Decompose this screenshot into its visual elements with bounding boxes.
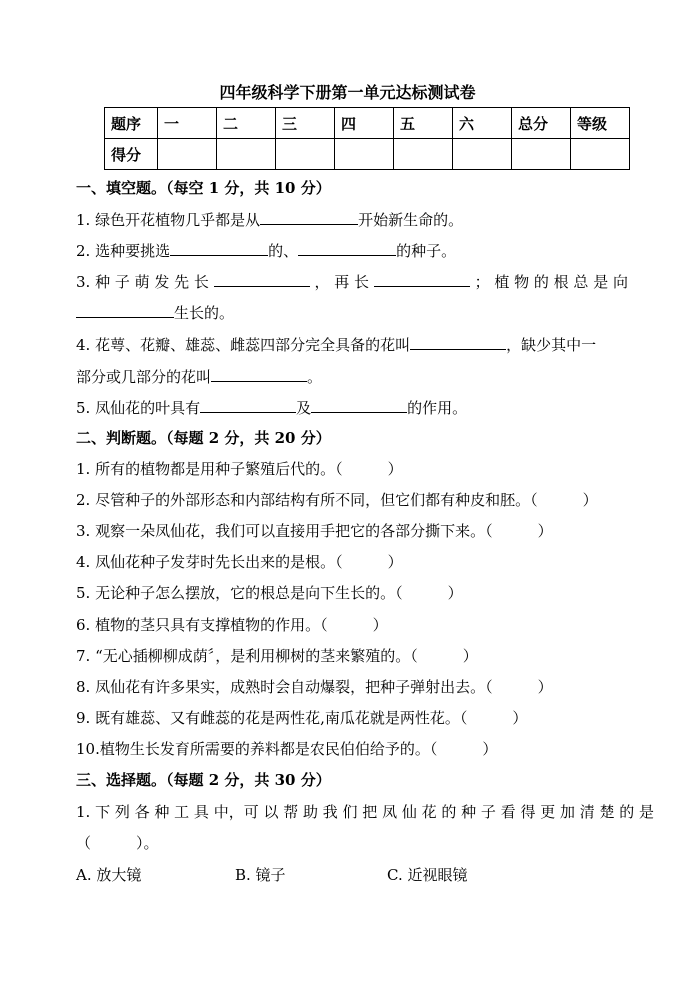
answer-blank[interactable]: [211, 366, 307, 382]
choice-question-1-paren: （ ）。: [76, 834, 159, 852]
question-fill-3: [76, 271, 628, 292]
section2-heading: 二、判断题。（每题 2 分，共 20 分）: [76, 429, 331, 447]
score-table-score-row: [105, 139, 630, 170]
choice-question-1: 1. 下 列 各 种 工 具 中，可 以 帮 助 我 们 把 凤 仙 花 的 种 子 看 得 更 加 清 楚 的 是: [76, 803, 655, 821]
score-input-cell[interactable]: [217, 139, 276, 170]
judge-item-8: 8. 凤仙花有许多果实，成熟时会自动爆裂，把种子弹射出去。（ ）: [76, 678, 553, 696]
question-fill-3-cont: [76, 302, 624, 323]
question-text: 的种子。: [396, 242, 457, 260]
question-text: 的作用。: [407, 399, 468, 417]
score-table-header-row: [105, 108, 630, 139]
judge-item-3: 3. 观察一朵凤仙花，我们可以直接用手把它的各部分撕下来。（ ）: [76, 522, 553, 540]
answer-blank[interactable]: [311, 397, 407, 413]
question-fill-5: [76, 397, 624, 418]
judge-item-1: 1. 所有的植物都是用种子繁殖后代的。（ ）: [76, 460, 403, 478]
score-input-cell[interactable]: [512, 139, 571, 170]
score-header-cell: 总分: [512, 108, 571, 139]
score-header-cell: 六: [453, 108, 512, 139]
score-header-cell: 三: [276, 108, 335, 139]
judge-item-2: 2. 尽管种子的外部形态和内部结构有所不同，但它们都有种皮和胚。（ ）: [76, 491, 598, 509]
question-text: 开始新生命的。: [358, 211, 464, 229]
judge-item-6: 6. 植物的茎只具有支撑植物的作用。（ ）: [76, 616, 388, 634]
page-title: 四年级科学下册第一单元达标测试卷: [219, 83, 476, 102]
question-text: 5. 凤仙花的叶具有: [76, 399, 201, 417]
judge-item-4: 4. 凤仙花种子发芽时先长出来的是根。（ ）: [76, 553, 403, 571]
option-c[interactable]: C. 近视眼镜: [387, 866, 468, 884]
answer-blank[interactable]: [214, 271, 310, 287]
score-header-cell: 等级: [571, 108, 630, 139]
question-text: 生长的。: [174, 304, 235, 322]
judge-item-5: 5. 无论种子怎么摆放，它的根总是向下生长的。（ ）: [76, 584, 463, 602]
answer-blank[interactable]: [170, 240, 268, 256]
score-input-cell[interactable]: [158, 139, 217, 170]
answer-blank[interactable]: [200, 397, 296, 413]
question-text: 1. 绿色开花植物几乎都是从: [76, 211, 261, 229]
answer-blank[interactable]: [410, 334, 506, 350]
answer-blank[interactable]: [76, 302, 174, 318]
judge-item-10: 10.植物生长发育所需要的养料都是农民伯伯给予的。（ ）: [76, 740, 498, 758]
score-header-cell: 二: [217, 108, 276, 139]
score-header-cell: 题序: [105, 108, 158, 139]
answer-blank[interactable]: [298, 240, 396, 256]
score-input-cell[interactable]: [571, 139, 630, 170]
question-fill-4: [76, 334, 624, 355]
score-header-cell: 五: [394, 108, 453, 139]
score-input-cell[interactable]: [276, 139, 335, 170]
option-a[interactable]: A. 放大镜: [76, 866, 142, 884]
question-text: 及: [296, 399, 312, 417]
question-fill-4-cont: [76, 366, 624, 387]
score-input-cell[interactable]: [453, 139, 512, 170]
answer-blank[interactable]: [260, 209, 358, 225]
question-text: 4. 花萼、花瓣、雄蕊、雌蕊四部分完全具备的花叫: [76, 336, 411, 354]
question-fill-2: [76, 240, 624, 261]
score-input-cell[interactable]: [335, 139, 394, 170]
score-table: [104, 107, 630, 170]
question-text: 3. 种 子 萌 发 先 长: [76, 273, 209, 291]
judge-item-7: 7. “无心插柳柳成荫〞，是利用柳树的茎来繁殖的。（ ）: [76, 647, 478, 665]
section3-heading: 三、选择题。（每题 2 分，共 30 分）: [76, 771, 331, 789]
judge-item-9: 9. 既有雄蕊、又有雌蕊的花是两性花,南瓜花就是两性花。（ ）: [76, 709, 528, 727]
question-text: ， 再 长: [314, 273, 370, 291]
score-header-cell: 四: [335, 108, 394, 139]
score-input-cell[interactable]: [394, 139, 453, 170]
question-text: ，缺少其中一: [506, 336, 597, 354]
question-text: 的、: [268, 242, 299, 260]
section1-heading: 一、填空题。（每空 1 分，共 10 分）: [76, 179, 331, 197]
question-text: 2. 选种要挑选: [76, 242, 171, 260]
score-row-label: 得分: [105, 139, 158, 170]
question-text: 。: [307, 368, 323, 386]
answer-blank[interactable]: [374, 271, 470, 287]
option-b[interactable]: B. 镜子: [235, 866, 286, 884]
question-fill-1: [76, 209, 624, 230]
question-text: ； 植 物 的 根 总 是 向: [474, 273, 628, 291]
question-text: 部分或几部分的花叫: [76, 368, 212, 386]
score-header-cell: 一: [158, 108, 217, 139]
